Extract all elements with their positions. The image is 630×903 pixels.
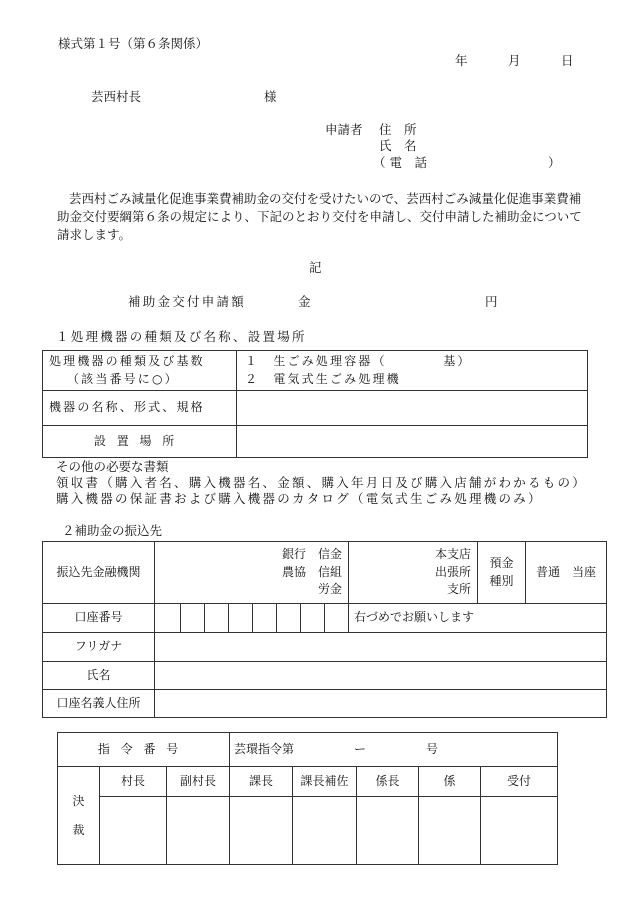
bank-type-cell[interactable] [155, 542, 349, 604]
bank-table [42, 541, 607, 718]
account-digit-box[interactable] [181, 604, 205, 633]
account-digit-box[interactable] [277, 604, 301, 633]
docs-line-2: 購入機器の保証書および購入機器のカタログ（電気式生ごみ処理機のみ） [56, 491, 543, 506]
install-location-label: 設置場所 [43, 426, 237, 458]
addressee-honorific: 様 [264, 89, 277, 104]
account-number-label: 口座番号 [43, 604, 155, 633]
equipment-model-label: 機器の名称、形式、規格 [43, 391, 237, 426]
account-digit-box[interactable] [229, 604, 253, 633]
applicant-phone-label: （ 電 話 [373, 155, 427, 170]
docs-line-1: 領収書（購入者名、購入機器名、金額、購入年月日及び購入店舗がわかるもの） [56, 475, 588, 490]
section2-title: ２補助金の振込先 [62, 523, 163, 538]
stamp-box[interactable] [100, 797, 167, 865]
role-deputy-mayor: 副村長 [167, 767, 230, 797]
holder-address-field[interactable] [155, 690, 607, 718]
role-reception: 受付 [481, 767, 558, 797]
body-text-line-3: 請求します。 [57, 227, 132, 242]
applicant-name-label: 氏 名 [379, 138, 417, 153]
role-staff: 係 [419, 767, 481, 797]
account-note: 右づめでお願いします [349, 604, 607, 633]
applicant-address-label: 住 所 [379, 122, 417, 137]
holder-name-field[interactable] [155, 662, 607, 690]
date-day-label: 日 [561, 53, 574, 68]
approval-table [57, 732, 558, 865]
equipment-model-field[interactable] [237, 391, 588, 426]
stamp-box[interactable] [230, 797, 293, 865]
bank-type-line-3: 労金 [318, 582, 343, 597]
amount-kin: 金 [298, 294, 311, 309]
equipment-table [42, 350, 588, 458]
furigana-field[interactable] [155, 633, 607, 662]
holder-address-label: 口座名義人住所 [43, 690, 155, 718]
deposit-type-options[interactable]: 普通 当座 [526, 542, 607, 604]
applicant-phone-close: ） [548, 155, 561, 170]
date-month-label: 月 [508, 53, 521, 68]
stamp-box[interactable] [481, 797, 558, 865]
kessai-char-1: 決 [72, 793, 85, 808]
addressee-name: 芸西村長 [91, 89, 142, 104]
body-text-line-2: 助金交付要綱第６条の規定により、下記のとおり交付を申請し、交付申請した補助金について [57, 209, 582, 224]
docs-title: その他の必要な書類 [56, 459, 169, 474]
kessai-char-2: 裁 [72, 822, 85, 837]
body-text-line-1: 芸西村ごみ減量化促進事業費補助金の交付を受けたいので、芸西村ごみ減量化促進事業費補 [69, 191, 582, 206]
equipment-type-note: （該当番号に○） [67, 371, 179, 386]
install-location-field[interactable] [237, 426, 588, 458]
equipment-type-label-cell [43, 351, 237, 391]
option-compost-container[interactable]: １ 生ごみ処理容器（ 基） [245, 354, 472, 369]
holder-name-label: 氏名 [43, 662, 155, 690]
account-digit-box[interactable] [205, 604, 229, 633]
stamp-box[interactable] [419, 797, 481, 865]
stamp-box[interactable] [293, 797, 357, 865]
applicant-label: 申請者 [325, 122, 363, 137]
option-electric-processor[interactable]: ２ 電気式生ごみ処理機 [245, 371, 401, 386]
branch-type-line-2: 出張所 [435, 564, 472, 579]
account-digit-box[interactable] [253, 604, 277, 633]
bank-label: 振込先金融機関 [43, 542, 155, 604]
equipment-type-label: 処理機器の種類及び基数 [49, 354, 205, 369]
amount-label: 補助金交付申請額 [128, 294, 247, 309]
bank-type-line-2: 農協 信組 [282, 564, 343, 579]
bank-type-line-1: 銀行 信金 [282, 547, 343, 562]
account-digit-box[interactable] [301, 604, 325, 633]
kessai-label [58, 767, 100, 865]
amount-yen: 円 [485, 294, 498, 309]
directive-number-field[interactable]: 芸環指令第 ー 号 [230, 733, 558, 767]
directive-number-label: 指令番号 [58, 733, 230, 767]
furigana-label: フリガナ [43, 633, 155, 662]
stamp-box[interactable] [167, 797, 230, 865]
deposit-type-label-cell [478, 542, 526, 604]
stamp-box[interactable] [357, 797, 419, 865]
form-number: 様式第１号（第６条関係） [58, 36, 209, 51]
section1-title: １処理機器の種類及び名称、設置場所 [56, 329, 307, 344]
deposit-type-label-b: 種別 [489, 573, 514, 588]
ki-heading: 記 [309, 260, 322, 275]
date-year-label: 年 [455, 53, 468, 68]
role-subsection-chief: 係長 [357, 767, 419, 797]
branch-type-cell[interactable] [349, 542, 478, 604]
role-mayor: 村長 [100, 767, 167, 797]
account-digit-box[interactable] [155, 604, 181, 633]
role-section-chief: 課長 [230, 767, 293, 797]
branch-type-line-1: 本支店 [435, 547, 472, 562]
deposit-type-label-a: 預金 [489, 556, 514, 571]
account-digit-box[interactable] [325, 604, 349, 633]
branch-type-line-3: 支所 [447, 582, 472, 597]
role-assistant-chief: 課長補佐 [293, 767, 357, 797]
equipment-type-options-cell [237, 351, 588, 391]
